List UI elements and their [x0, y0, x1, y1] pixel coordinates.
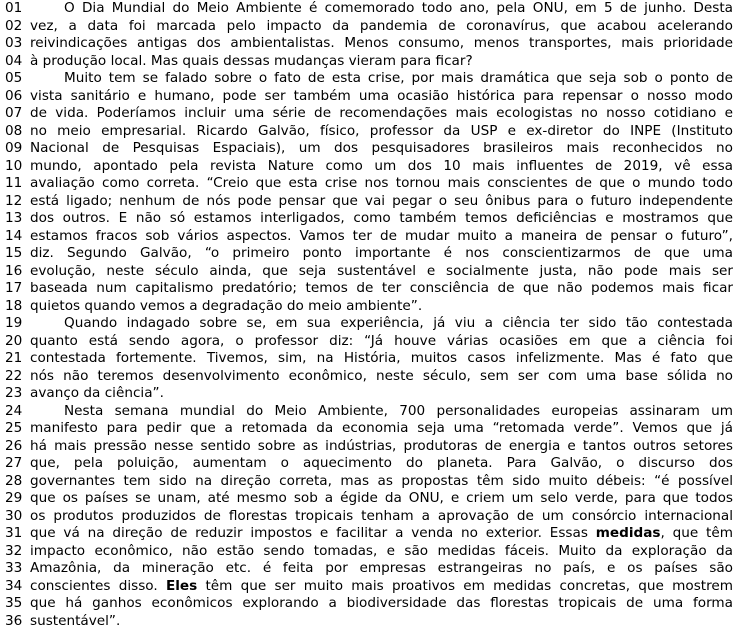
line-text: baseada num capitalismo predatório; temos de ter consciência de que não podemos mais ficar: [30, 280, 733, 296]
text-line: [0, 158, 738, 176]
line-number: 01: [5, 0, 23, 16]
text-line: [0, 70, 738, 88]
line-text: de vida. Poderíamos incluir uma série de recomendações mais ecologistas no nosso cotidiano e: [30, 105, 733, 121]
line-number: 20: [5, 332, 23, 349]
line-text: nós não teremos desenvolvimento econômico, neste século, sem ser com uma base sólida no: [30, 367, 733, 384]
text-line: [0, 245, 738, 263]
line-text: sustentável”.: [30, 612, 121, 629]
line-text: evolução, neste século ainda, que seja sustentável e socialmente justa, não pode mais ser: [30, 262, 733, 279]
line-text: está ligado; nenhum de nós pode pensar que vai pegar o seu ônibus para o futuro independente: [30, 192, 733, 209]
line-number: 28: [5, 472, 23, 489]
line-number: 25: [5, 420, 23, 436]
text-line: [0, 263, 738, 281]
text-line: [0, 280, 738, 298]
text-line: [0, 508, 738, 526]
line-number: 23: [5, 385, 23, 401]
text-line: [0, 140, 738, 158]
line-number: 15: [5, 245, 23, 261]
line-number: 02: [5, 17, 23, 34]
line-text: Amazônia, da mineração etc. é feita por empresas estrangeiras no país, e os países são: [30, 560, 733, 576]
line-text: [30, 525, 733, 543]
line-number: 18: [5, 297, 23, 314]
line-text: à produção local. Mas quais dessas mudanças vieram para ficar?: [30, 52, 473, 69]
line-number: 30: [5, 507, 23, 524]
line-text-segment: , que têm: [660, 525, 733, 541]
text-line: [0, 315, 738, 333]
line-number: 36: [5, 612, 23, 629]
line-number: 03: [5, 35, 23, 51]
line-text: Quando indagado sobre se, em sua experiência, já viu a ciência ter sido tão contestada: [64, 315, 733, 331]
line-number: 17: [5, 280, 23, 296]
line-text-segment: têm que ser muito mais proativos em medidas concretas, que mostrem: [197, 577, 733, 594]
line-text: vista sanitário e humano, pode ser também uma ocasião histórica para repensar o nosso modo: [30, 87, 733, 104]
text-line: [0, 193, 738, 211]
text-line: [0, 175, 738, 193]
line-text: vez, a data foi marcada pelo impacto da pandemia de coronavírus, que acabou acelerando: [30, 17, 733, 34]
text-line: [0, 595, 738, 613]
highlighted-word: Eles: [165, 577, 198, 594]
line-text: quietos quando vemos a degradação do meio ambiente”.: [30, 297, 423, 314]
line-number: 33: [5, 560, 23, 576]
text-line: [0, 123, 738, 141]
text-line: [0, 543, 738, 561]
line-number: 05: [5, 70, 23, 86]
line-text: contestada fortemente. Tivemos, sim, na História, muitos casos infelizmente. Mas é fato que: [30, 350, 733, 366]
text-line: [0, 403, 738, 421]
line-text: que há ganhos econômicos explorando a biodiversidade das florestas tropicais de uma forma: [30, 595, 733, 611]
line-number: 16: [5, 262, 23, 279]
line-number: 34: [5, 577, 23, 594]
line-number: 31: [5, 525, 23, 541]
line-number: 12: [5, 192, 23, 209]
line-text: Nesta semana mundial do Meio Ambiente, 700 personalidades europeias assinaram um: [64, 402, 733, 419]
text-line: [0, 420, 738, 438]
line-text-segment: que vá na direção de reduzir impostos e facilitar a venda no exterior. Essas: [30, 525, 596, 541]
text-line: [0, 105, 738, 123]
text-line: [0, 560, 738, 578]
line-number: 06: [5, 87, 23, 104]
text-line: [0, 578, 738, 596]
line-text-segment: conscientes disso.: [30, 577, 166, 594]
line-text: dos outros. E não só estamos interligados, como também temos deficiências e mostramos que: [30, 210, 733, 226]
line-number: 32: [5, 542, 23, 559]
line-text: que, pela poluição, aumentam o aquecimento do planeta. Para Galvão, o discurso dos: [30, 455, 733, 471]
line-text: Nacional de Pesquisas Espaciais), um dos pesquisadores brasileiros mais reconhecidos no: [30, 140, 733, 156]
line-text: os produtos produzidos de florestas tropicais tenham a aprovação de um consórcio internacional: [30, 507, 733, 524]
line-number: 24: [5, 402, 23, 419]
text-line: [0, 473, 738, 491]
line-number: 07: [5, 105, 23, 121]
line-number: 35: [5, 595, 23, 611]
text-line: [0, 333, 738, 351]
line-text: quanto está sendo agora, o professor diz: “Já houve várias ocasiões em que a ciência foi: [30, 332, 733, 349]
line-number: 22: [5, 367, 23, 384]
text-line: [0, 438, 738, 456]
line-text: Muito tem se falado sobre o fato de esta crise, por mais dramática que seja sob o ponto de: [64, 70, 733, 86]
text-line: [0, 88, 738, 106]
text-line: [0, 385, 738, 403]
line-number: 11: [5, 175, 23, 191]
text-line: [0, 455, 738, 473]
line-text: avaliação como correta. “Creio que esta crise nos tornou mais conscientes de que o mundo todo: [30, 175, 733, 191]
line-text: avanço da ciência”.: [30, 385, 164, 401]
line-number: 08: [5, 122, 23, 139]
text-line: [0, 368, 738, 386]
line-number: 27: [5, 455, 23, 471]
line-text: há mais pressão nesse sentido sobre as indústrias, produtoras de energia e tantos outros setores: [30, 437, 733, 454]
text-line: [0, 298, 738, 316]
line-text: que os países se unam, até mesmo sob a égide da ONU, e criem um selo verde, para que todos: [30, 490, 733, 506]
line-number: 19: [5, 315, 23, 331]
line-text: diz. Segundo Galvão, “o primeiro ponto importante é nos conscientizarmos de que uma: [30, 245, 733, 261]
text-line: [0, 350, 738, 368]
line-text: no meio empresarial. Ricardo Galvão, físico, professor da USP e ex-diretor do INPE (Instituto: [30, 122, 733, 139]
text-line: [0, 525, 738, 543]
line-number: 09: [5, 140, 23, 156]
line-text: [30, 578, 733, 596]
line-text: manifesto para pedir que a retomada da economia seja uma “retomada verde”. Vemos que já: [30, 420, 733, 436]
highlighted-word: medidas: [595, 525, 661, 541]
text-line: [0, 613, 738, 631]
line-text: governantes tem sido na direção correta, mas as propostas têm sido muito débeis: “é possível: [30, 472, 733, 489]
text-line: [0, 228, 738, 246]
line-text: estamos fracos sob vários aspectos. Vamos ter de mudar muito a maneira de pensar o futuro”,: [30, 227, 733, 244]
line-text: mundo, apontado pela revista Nature como um dos 10 mais influentes de 2019, vê essa: [30, 157, 733, 174]
text-line: [0, 53, 738, 71]
line-text: O Dia Mundial do Meio Ambiente é comemorado todo ano, pela ONU, em 5 de junho. Desta: [64, 0, 733, 16]
text-line: [0, 490, 738, 508]
line-text: impacto econômico, não estão sendo tomadas, e são medidas fáceis. Muito da exploração da: [30, 542, 733, 559]
line-number: 14: [5, 227, 23, 244]
text-line: [0, 0, 738, 18]
line-number: 29: [5, 490, 23, 506]
line-number: 26: [5, 437, 23, 454]
line-number: 04: [5, 52, 23, 69]
text-line: [0, 18, 738, 36]
line-number: 21: [5, 350, 23, 366]
line-number: 10: [5, 157, 23, 174]
line-text: reivindicações antigas dos ambientalistas. Menos consumo, menos transportes, mais prioridade: [30, 35, 733, 51]
text-line: [0, 35, 738, 53]
text-line: [0, 210, 738, 228]
line-number: 13: [5, 210, 23, 226]
